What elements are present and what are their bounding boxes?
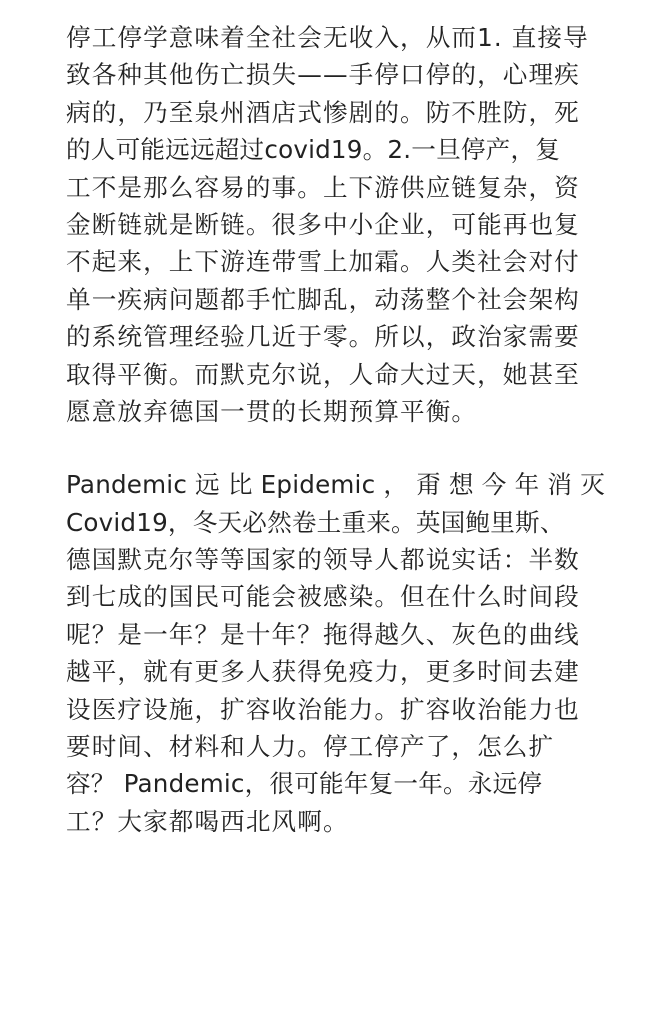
paragraph-spacer [66, 430, 656, 466]
paragraph-lockdown-cost [66, 19, 646, 430]
text-line: 到七成的国民可能会被感染。但在什么时间段 [66, 582, 580, 612]
text-line: 工？大家都喝西北风啊。 [66, 806, 349, 836]
paragraph-pandemic [66, 466, 646, 840]
text-line: 容？ Pandemic，很可能年复一年。永远停 [66, 769, 543, 799]
text-line: 的系统管理经验几近于零。所以，政治家需要 [66, 322, 580, 352]
text-line: 的人可能远远超过covid19。2.一旦停产，复 [66, 135, 561, 165]
text-line: 德国默克尔等等国家的领导人都说实话：半数 [66, 545, 580, 575]
text-line: 设医疗设施，扩容收治能力。扩容收治能力也 [66, 694, 580, 724]
text-line: 工不是那么容易的事。上下游供应链复杂，资 [66, 172, 580, 202]
text-line: 单一疾病问题都手忙脚乱，动荡整个社会架构 [66, 284, 580, 314]
text-line: 取得平衡。而默克尔说，人命大过天，她甚至 [66, 359, 580, 389]
text-line: 致各种其他伤亡损失——手停口停的，心理疾 [66, 60, 580, 90]
text-line: 越平，就有更多人获得免疫力，更多时间去建 [66, 657, 580, 687]
text-line: 金断链就是断链。很多中小企业，可能再也复 [66, 209, 580, 239]
text-line: Covid19，冬天必然卷土重来。英国鲍里斯、 [66, 507, 565, 537]
text-line: 呢？是一年？是十年？拖得越久、灰色的曲线 [66, 619, 580, 649]
text-line: 停工停学意味着全社会无收入，从而1. 直接导 [66, 23, 589, 52]
text-line: 愿意放弃德国一贯的长期预算平衡。 [66, 396, 478, 426]
text-line: Pandemic 远 比 Epidemic ， 甭 想 今 年 消 灭 [66, 470, 605, 500]
text-line: 不起来，上下游连带雪上加霜。人类社会对付 [66, 247, 580, 277]
text-line: 病的，乃至泉州酒店式惨剧的。防不胜防，死 [66, 97, 580, 127]
text-line: 要时间、材料和人力。停工停产了，怎么扩 [66, 732, 555, 762]
